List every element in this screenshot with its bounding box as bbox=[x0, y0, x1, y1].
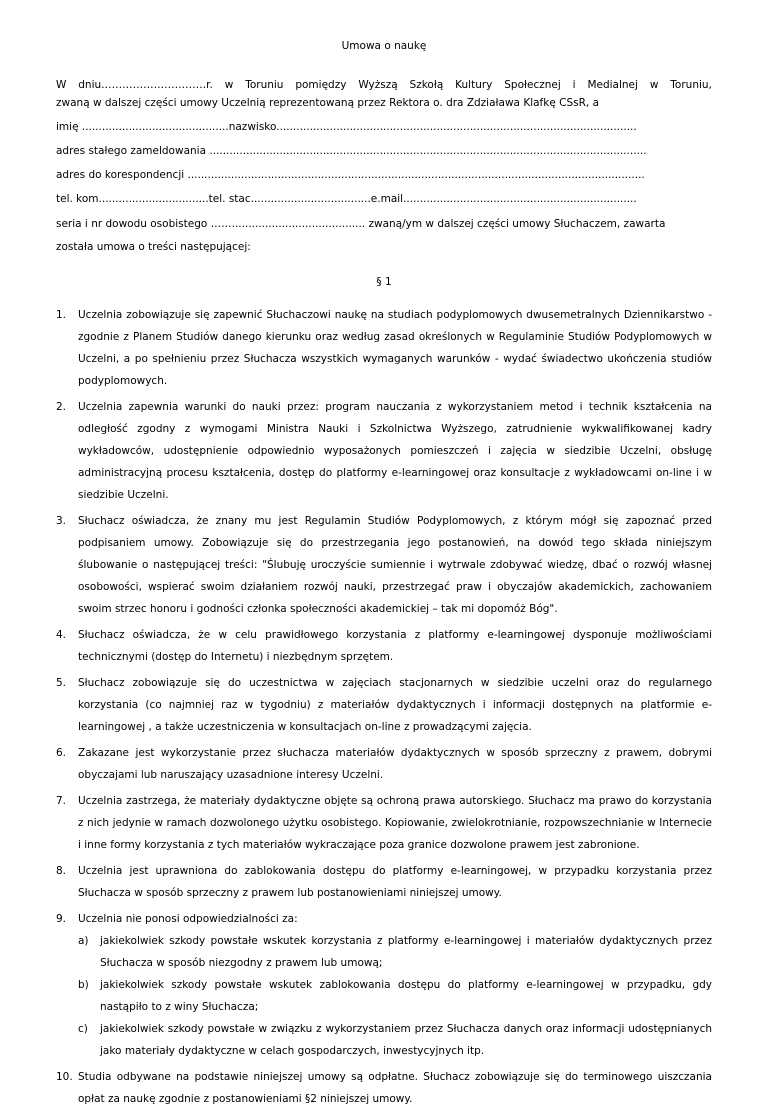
intro-word: dniu…………………………r. bbox=[78, 79, 213, 91]
clause-item bbox=[56, 672, 712, 738]
clause-number: 4. bbox=[56, 629, 67, 641]
intro-word: w bbox=[224, 79, 234, 91]
intro-word: Toruniu, bbox=[670, 79, 712, 91]
clause-number: 9. bbox=[56, 913, 67, 925]
intro-word: Szkołą bbox=[409, 79, 444, 91]
clause-item bbox=[56, 742, 712, 786]
clause-number: 5. bbox=[56, 677, 67, 689]
clause-item bbox=[56, 908, 712, 1062]
id-series-line: seria i nr dowodu osobistego ……........................................ zwaną/ym w dalszej części umowy Słuchaczem, zawarta bbox=[56, 218, 666, 230]
name-field-line: imię ............................................nazwisko............................................................................................................ bbox=[56, 121, 637, 133]
intro-word: Wyższą bbox=[358, 79, 398, 91]
subclause-item bbox=[78, 1018, 712, 1062]
intro-word: i bbox=[572, 79, 576, 91]
clause-text: Uczelnia zapewnia warunki do nauki przez: program nauczania z wykorzystaniem metod i technik kształcenia na odległość zgodny z wymogami Ministra Nauki i Szkolnictwa Wyższego, zatrudnienie wykwalifikowanej kadry wykładowców, udostępnienie odpowiednio wyposażonych pomieszczeń i zajęcia w siedzibie Uczelni, obsługę administracyjną procesu kształcenia, dostęp do platformy e-learningowej oraz konsultacje z wykładowcami on-line i w siedzibie Uczelni. bbox=[78, 401, 712, 501]
intro-word: Toruniu bbox=[245, 79, 284, 91]
section-heading: § 1 bbox=[376, 276, 392, 288]
clause-text: Uczelnia jest uprawniona do zablokowania dostępu do platformy e-learningowej, w przypadku korzystania przez Słuchacza w sposób sprzeczny z prawem lub postanowieniami niniejszej umowy. bbox=[78, 865, 712, 899]
intro-word: w bbox=[649, 79, 659, 91]
subclause-item bbox=[78, 930, 712, 974]
subclause-letter: c) bbox=[78, 1023, 88, 1035]
document-title: Umowa o naukę bbox=[341, 40, 427, 52]
clause-list bbox=[56, 304, 712, 1114]
clause-number: 7. bbox=[56, 795, 67, 807]
clause-number: 6. bbox=[56, 747, 67, 759]
intro-word: pomiędzy bbox=[295, 79, 347, 91]
clause-text: Zakazane jest wykorzystanie przez słuchacza materiałów dydaktycznych w sposób sprzeczny z prawem, dobrymi obyczajami lub naruszający uzasadnione interesy Uczelni. bbox=[78, 747, 712, 781]
intro-word: Kultury bbox=[455, 79, 493, 91]
clause-number: 10. bbox=[56, 1071, 73, 1083]
subclause-text: jakiekolwiek szkody powstałe wskutek korzystania z platformy e-learningowej i materiałów dydaktycznych przez Słuchacza w sposób niezgodny z prawem lub umową; bbox=[100, 935, 712, 969]
clause-number: 2. bbox=[56, 401, 67, 413]
subclause-text: jakiekolwiek szkody powstałe w związku z wykorzystaniem przez Słuchacza danych oraz informacji udostępnianych jako materiały dydaktyczne w celach gospodarczych, inwestycyjnych itp. bbox=[100, 1023, 712, 1057]
clause-item bbox=[56, 304, 712, 392]
clause-text: Uczelnia zastrzega, że materiały dydaktyczne objęte są ochroną prawa autorskiego. Słuchacz ma prawo do korzystania z nich jedynie w ramach dozwolonego użytku osobistego. Kopiowanie, zwielokrotnianie, rozpowszechnianie w Internecie i inne formy korzystania z tych materiałów wykraczające poza granice dozwolone prawem jest zabronione. bbox=[78, 795, 712, 851]
clause-item bbox=[56, 510, 712, 620]
address-permanent-line: adres stałego zameldowania ................................................................................................................................... bbox=[56, 145, 647, 157]
subclause-item bbox=[78, 974, 712, 1018]
clause-text: Uczelnia nie ponosi odpowiedzialności za: bbox=[78, 913, 298, 925]
intro-word: Społecznej bbox=[504, 79, 561, 91]
clause-item bbox=[56, 396, 712, 506]
clause-text: Słuchacz zobowiązuje się do uczestnictwa w zajęciach stacjonarnych w siedzibie uczelni oraz do regularnego korzystania (co najmniej raz w tygodniu) z materiałów dydaktycznych i informacji dostępnych na platformie e-learningowej , a także uczestniczenia w konsultacjach on-line z prowadzącymi zajęcia. bbox=[78, 677, 712, 733]
subclause-letter: b) bbox=[78, 979, 89, 991]
clause-number: 1. bbox=[56, 309, 67, 321]
subclause-letter: a) bbox=[78, 935, 89, 947]
clause-text: Uczelnia zobowiązuje się zapewnić Słuchaczowi naukę na studiach podyplomowych dwusemetralnych Dziennikarstwo - zgodnie z Planem Studiów danego kierunku oraz według zasad określonych w Regulaminie Studiów Podyplomowych w Uczelni, a po spełnieniu przez Słuchacza wszystkich wymaganych warunków - wydać świadectwo ukończenia studiów podyplomowych. bbox=[78, 309, 712, 387]
agreement-intro-line: została umowa o treści następującej: bbox=[56, 241, 251, 253]
clause-item bbox=[56, 624, 712, 668]
clause-text: Studia odbywane na podstawie niniejszej umowy są odpłatne. Słuchacz zobowiązuje się do terminowego uiszczania opłat za naukę zgodnie z postanowieniami §2 niniejszej umowy. bbox=[78, 1071, 712, 1105]
clause-item bbox=[56, 1066, 712, 1110]
clause-item bbox=[56, 790, 712, 856]
intro-line-1 bbox=[56, 78, 712, 92]
address-correspondence-line: adres do korespondencji ......................................................................................................................................... bbox=[56, 169, 645, 181]
intro-word: W bbox=[56, 79, 67, 91]
clause-text: Słuchacz oświadcza, że znany mu jest Regulamin Studiów Podyplomowych, z którym mógł się zapoznać przed podpisaniem umowy. Zobowiązuje się do przestrzegania jego postanowień, na dowód tego składa niniejszym ślubowanie o następującej treści: "Ślubuję uroczyście sumiennie i wytrwale zdobywać wiedzę, dbać o rozwój własnej osobowości, wspierać swoim działaniem rozwój nauki, przestrzegać praw i obyczajów akademickich, zachowaniem swoim strzec honoru i godności członka społeczności akademickiej – tak mi dopomóż Bóg". bbox=[78, 515, 712, 615]
subclause-text: jakiekolwiek szkody powstałe wskutek zablokowania dostępu do platformy e-learningowej w przypadku, gdy nastąpiło to z winy Słuchacza; bbox=[100, 979, 712, 1013]
subclause-list bbox=[78, 930, 712, 1062]
clause-number: 8. bbox=[56, 865, 67, 877]
intro-word: Medialnej bbox=[587, 79, 638, 91]
phone-email-line: tel. kom.................................tel. stac....................................e.mail...................................................................... bbox=[56, 193, 637, 205]
clause-number: 3. bbox=[56, 515, 67, 527]
clause-text: Słuchacz oświadcza, że w celu prawidłowego korzystania z platformy e-learningowej dysponuje możliwościami technicznymi (dostęp do Internetu) i niezbędnym sprzętem. bbox=[78, 629, 712, 663]
intro-line-2: zwaną w dalszej części umowy Uczelnią reprezentowaną przez Rektora o. dra Zdziaława Klafkę CSsR, a bbox=[56, 97, 600, 109]
clause-item bbox=[56, 860, 712, 904]
